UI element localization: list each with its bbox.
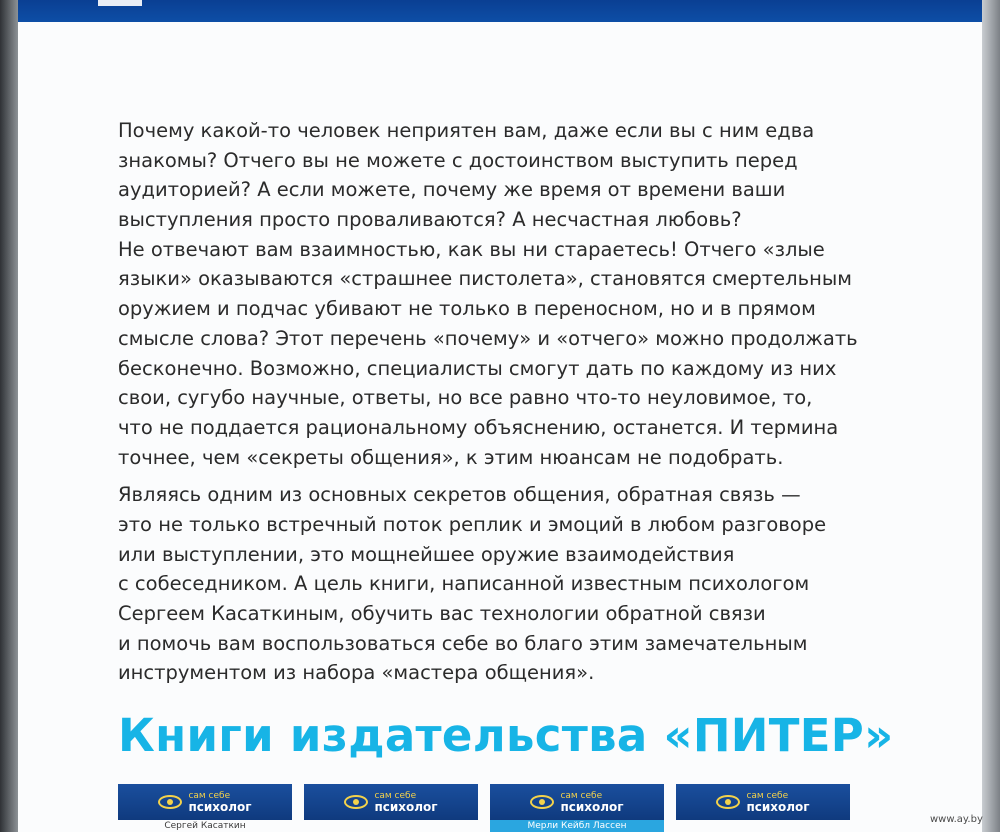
text-line: инструментом из набора «мастера общения». [118,661,595,685]
series-brand [188,791,251,813]
eye-logo-icon [344,795,368,809]
text-line: Почему какой-то человек неприятен вам, даже если вы с ним едва [118,119,815,142]
book-thumbnail [118,784,292,832]
series-small-label: сам себе [374,791,417,801]
text-line: языки» оказываются «страшнее пистолета», становятся смертельным [118,267,852,291]
text-line: точнее, чем «секреты общения», к этим нюансам не подобрать. [118,445,784,469]
series-small-label: сам себе [746,791,789,801]
series-band [676,784,850,820]
book-caption: Мерли Кейбл Лассен [490,820,664,832]
book-right-edge [982,0,1000,832]
series-band [118,784,292,820]
book-thumbnail [490,784,664,832]
eye-logo-icon [158,795,182,809]
description-text [118,116,870,688]
book-thumbnail [304,784,478,832]
eye-logo-icon [716,795,740,809]
book-thumbnail [676,784,850,832]
text-line: Являясь одним из основных секретов общения, обратная связь — [118,483,801,507]
text-line: и помочь вам воспользоваться себе во благо этим замечательным [118,631,808,655]
paragraph-2 [118,480,870,688]
series-label: психолог [560,800,624,814]
text-line: или выступлении, это мощнейшее оружие взаимодействия [118,542,735,566]
book-spine-edge [0,0,18,832]
text-line: Сергеем Касаткиным, обучить вас технологии обратной связи [118,602,766,625]
text-line: свои, сугубо научные, ответы, но все равно что-то неуловимое, то, [118,386,813,410]
text-line: аудиторией? А если можете, почему же время от времени ваши [118,178,786,202]
series-band [304,784,478,820]
series-small-label: сам себе [560,791,603,801]
book-back-cover [18,0,982,832]
series-label: психолог [374,800,438,814]
series-brand [374,791,437,813]
text-line: знакомы? Отчего вы не можете с достоинством выступить перед [118,148,798,172]
book-caption [304,820,478,832]
text-line: выступления просто проваливаются? А несчастная любовь? [118,208,742,232]
top-band-notch [98,0,142,6]
text-line: бесконечно. Возможно, специалисты смогут дать по каждому из них [118,356,837,380]
series-label: психолог [188,800,252,814]
series-brand [560,791,623,813]
book-caption [676,820,850,832]
book-caption: Сергей Касаткин [164,821,246,831]
text-line: это не только встречный поток реплик и эмоций в любом разговоре [118,512,827,536]
paragraph-spacer [118,472,870,480]
paragraph-1 [118,116,870,472]
text-line: смысле слова? Этот перечень «почему» и «отчего» можно продолжать [118,326,858,350]
text-line: Не отвечают вам взаимностью, как вы ни стараетесь! Отчего «злые [118,237,825,261]
series-label: психолог [746,800,810,814]
section-heading: Книги издательства «ПИТЕР» [118,709,894,762]
text-line: оружием и подчас убивают не только в переносном, но и в прямом [118,297,816,321]
series-band [490,784,664,820]
text-line: что не поддается рациональному объяснению, останется. И термина [118,415,839,439]
series-small-label: сам себе [188,791,231,801]
text-line: с собеседником. А цель книги, написанной известным психологом [118,572,810,596]
eye-logo-icon [530,795,554,809]
top-color-band [18,0,982,22]
series-brand [746,791,809,813]
watermark: www.ay.by [930,814,983,825]
